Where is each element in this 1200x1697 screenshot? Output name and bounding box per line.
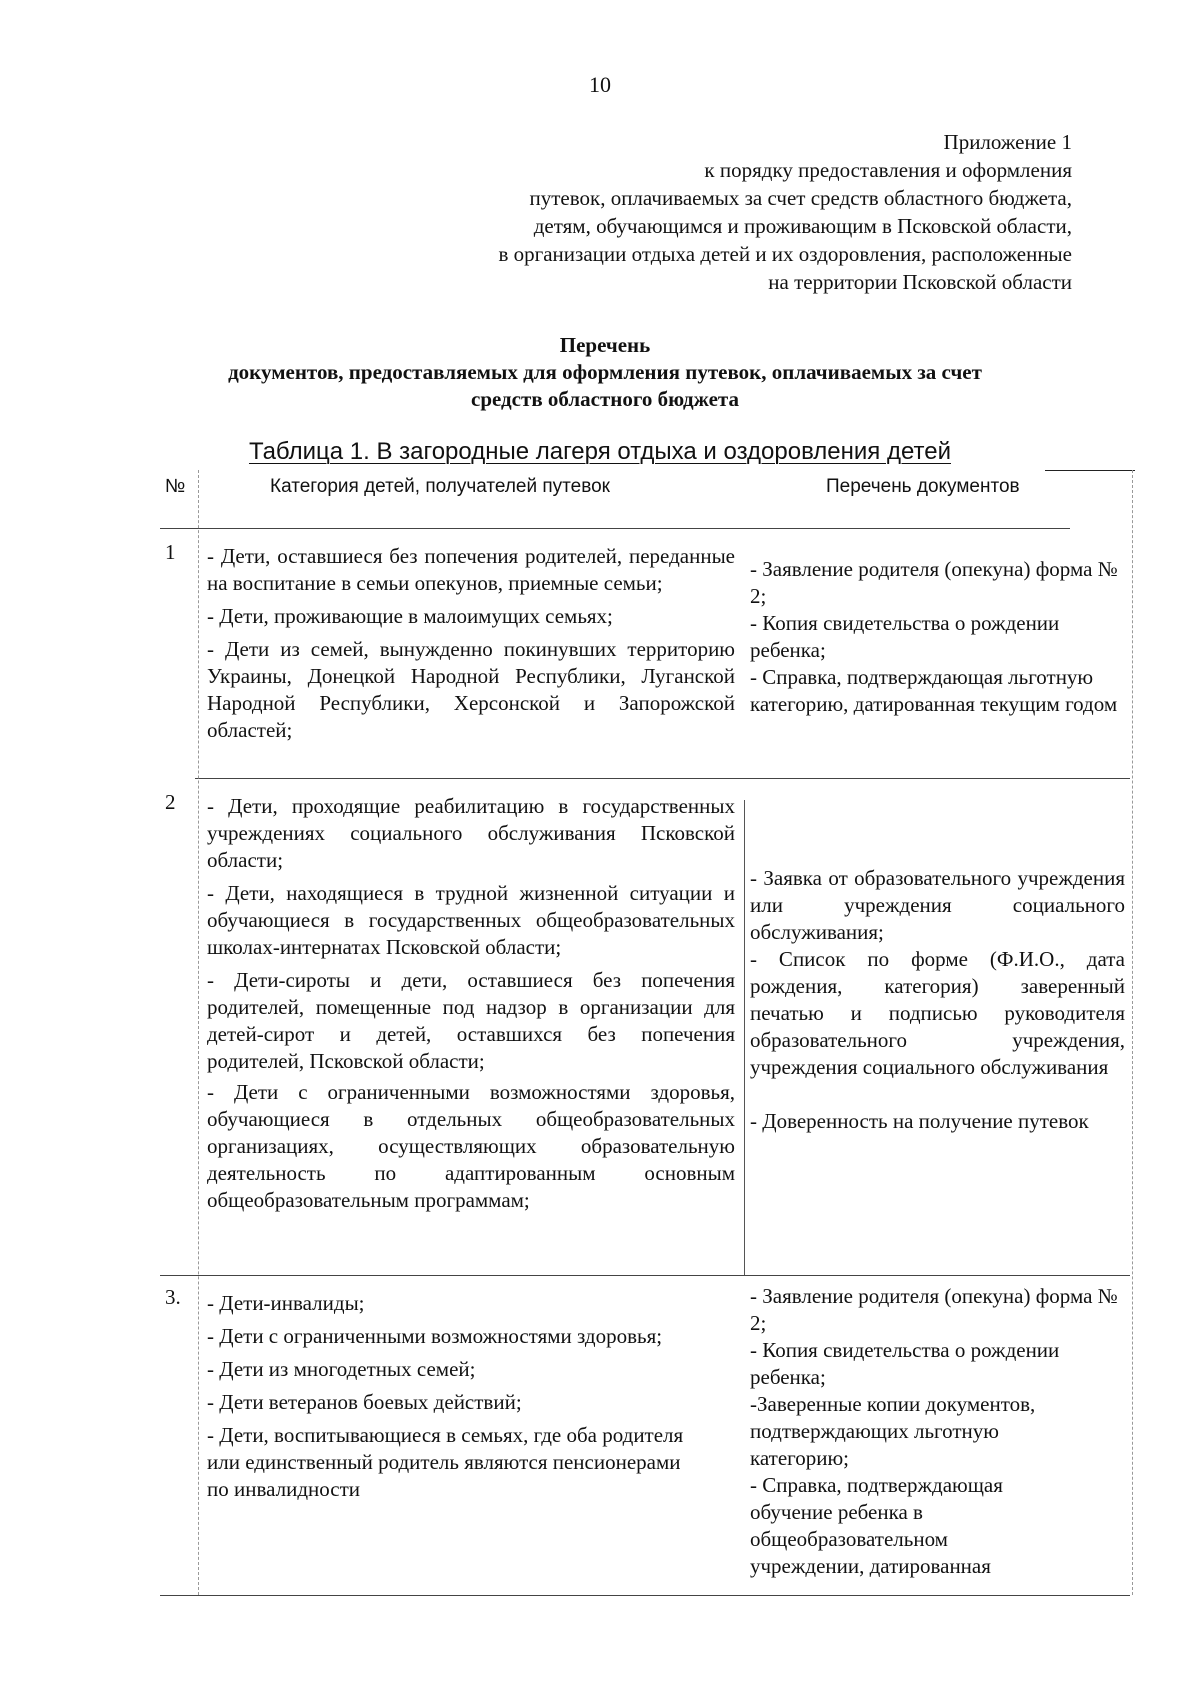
table-rule: [195, 778, 1130, 779]
row-categories: [207, 1290, 735, 1503]
appendix-heading: [498, 128, 1072, 296]
table-caption-text: Таблица 1. В загородные лагеря отдыха и оздоровления детей: [248, 438, 951, 465]
title-line: документов, предоставляемых для оформления путевок, оплачиваемых за счет: [228, 360, 982, 384]
document-item: - Список по форме (Ф.И.О., дата рождения, категория) заверенный печатью и подписью руководителя образовательного учреждения, учреждения социального обслуживания: [750, 947, 1125, 1079]
category-item: - Дети, проживающие в малоимущих семьях;: [207, 604, 613, 628]
category-item: - Дети из семей, вынужденно покинувших территорию Украины, Донецкой Народной Республики, Луганской Народной Республики, Херсонской и Запорожской областей;: [207, 637, 735, 742]
appendix-line: путевок, оплачиваемых за счет средств областного бюджета,: [529, 186, 1072, 210]
document-item: - Заявка от образовательного учреждения или учреждения социального обслуживания;: [750, 866, 1125, 944]
title-heading: Перечень: [559, 333, 651, 357]
header-documents: Перечень документов: [826, 476, 1020, 497]
table-rule: [160, 528, 1070, 529]
category-item: - Дети с ограниченными возможностями здоровья, обучающиеся в отдельных общеобразовательных организациях, осуществляющих образовательную деятельность по адаптированным основным общеобразовательным программам;: [207, 1080, 735, 1212]
document-item: - Доверенность на получение путевок: [750, 1109, 1089, 1133]
title-line: средств областного бюджета: [471, 387, 739, 411]
document-item: - Справка, подтверждающая обучение ребенка в общеобразовательном учреждении, датированная: [750, 1473, 1003, 1578]
category-item: - Дети ветеранов боевых действий;: [207, 1390, 522, 1414]
appendix-line: на территории Псковской области: [768, 270, 1072, 294]
appendix-line: детям, обучающимся и проживающим в Псковской области,: [533, 214, 1072, 238]
document-item: - Заявление родителя (опекуна) форма № 2;: [750, 1284, 1118, 1335]
table-rule: [160, 1275, 1130, 1276]
appendix-line: Приложение 1: [943, 130, 1072, 154]
table-rule: [1045, 470, 1135, 471]
row-number: 3.: [165, 1285, 181, 1309]
row-documents: [750, 865, 1125, 1135]
category-item: - Дети с ограниченными возможностями здоровья;: [207, 1324, 663, 1348]
category-item: - Дети, воспитывающиеся в семьях, где оба родителя или единственный родитель являются пенсионерами по инвалидности: [207, 1423, 684, 1501]
document-item: - Копия свидетельства о рождении ребенка;: [750, 611, 1060, 662]
row-number: 1: [165, 540, 176, 564]
category-item: - Дети, проходящие реабилитацию в государственных учреждениях социального обслуживания Псковской области;: [207, 794, 735, 872]
header-num: №: [165, 476, 186, 497]
category-item: - Дети, оставшиеся без попечения родителей, переданные на воспитание в семьи опекунов, приемные семьи;: [207, 544, 735, 595]
category-item: - Дети, находящиеся в трудной жизненной ситуации и обучающиеся в государственных общеобразовательных школах-интернатах Псковской области;: [207, 881, 735, 959]
table-border: [744, 800, 745, 1275]
category-item: - Дети-сироты и дети, оставшиеся без попечения родителей, помещенные под надзор в организации для детей-сирот и детей, оставшихся без попечения родителей, Псковской области;: [207, 968, 735, 1073]
document-item: - Заявление родителя (опекуна) форма № 2;: [750, 557, 1118, 608]
page-number: 10: [589, 72, 611, 97]
category-item: - Дети из многодетных семей;: [207, 1357, 476, 1381]
appendix-line: к порядку предоставления и оформления: [704, 158, 1072, 182]
row-categories: [207, 793, 735, 1214]
table-border: [1132, 470, 1133, 1595]
table-caption: [0, 438, 1200, 466]
row-number: 2: [165, 790, 176, 814]
row-categories: [207, 543, 735, 744]
header-category: Категория детей, получателей путевок: [270, 476, 610, 497]
row-documents: [750, 556, 1125, 718]
row-documents: [750, 1283, 1125, 1580]
document-item: - Копия свидетельства о рождении ребенка;: [750, 1338, 1060, 1389]
table-border: [198, 470, 199, 1595]
table-rule: [160, 1595, 1130, 1596]
appendix-line: в организации отдыха детей и их оздоровления, расположенные: [498, 242, 1072, 266]
document-title: [150, 332, 1060, 413]
document-item: -Заверенные копии документов, подтверждающих льготную категорию;: [750, 1392, 1036, 1470]
category-item: - Дети-инвалиды;: [207, 1291, 365, 1315]
document-item: - Справка, подтверждающая льготную категорию, датированная текущим годом: [750, 665, 1118, 716]
